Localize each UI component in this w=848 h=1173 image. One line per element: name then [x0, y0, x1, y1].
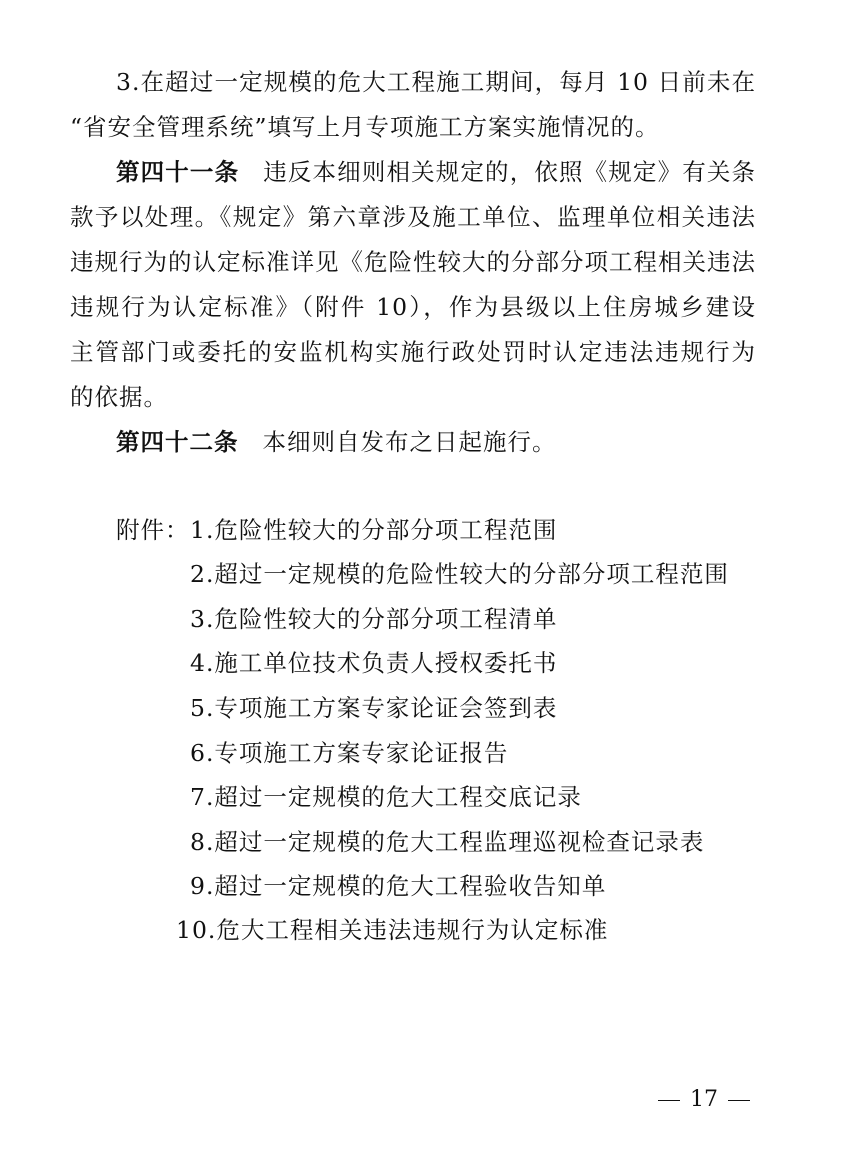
article41-line1: 违反本细则相关规定的，依照《规定》有关条: [263, 158, 757, 186]
attachment-item-3: 3.危险性较大的分部分项工程清单: [190, 605, 558, 633]
article41-line2: 款予以处理。《规定》第六章涉及施工单位、监理单位相关违法: [70, 203, 756, 231]
item3-line2: “省安全管理系统”填写上月专项施工方案实施情况的。: [70, 113, 660, 141]
attachment-item-4: 4.施工单位技术负责人授权委托书: [190, 649, 558, 677]
article41-line5: 主管部门或委托的安监机构实施行政处罚时认定违法违规行为: [70, 338, 756, 366]
article42-text: 本细则自发布之日起施行。: [262, 428, 557, 456]
item3-line1: 3.在超过一定规模的危大工程施工期间，每月 10 日前未在: [116, 68, 756, 96]
attachment-item-1: 1.危险性较大的分部分项工程范围: [190, 516, 558, 544]
attachment-item-8: 8.超过一定规模的危大工程监理巡视检查记录表: [190, 828, 705, 856]
article41-line6: 的依据。: [70, 383, 168, 411]
article42-line: [116, 420, 557, 465]
attachments-label: 附件：: [116, 516, 190, 544]
article42-heading: 第四十二条: [116, 428, 239, 456]
article41-line4: 违规行为认定标准》（附件 10），作为县级以上住房城乡建设: [70, 293, 756, 321]
attachment-item-6: 6.专项施工方案专家论证报告: [190, 739, 509, 767]
attachment-item-5: 5.专项施工方案专家论证会签到表: [190, 694, 558, 722]
attachment-item-10: 10.危大工程相关违法违规行为认定标准: [176, 916, 609, 944]
article41-first-line: [116, 150, 756, 195]
article41-heading: 第四十一条: [116, 158, 240, 186]
attachment-item-9: 9.超过一定规模的危大工程验收告知单: [190, 872, 607, 900]
attachment-item-2: 2.超过一定规模的危险性较大的分部分项工程范围: [190, 560, 729, 588]
page-number-footer: [648, 1082, 760, 1118]
footer-dash-left: [658, 1100, 680, 1101]
footer-dash-right: [728, 1100, 750, 1101]
attachment-item-7: 7.超过一定规模的危大工程交底记录: [190, 783, 582, 811]
page-number: 17: [690, 1087, 718, 1112]
article41-line3: 违规行为的认定标准详见《危险性较大的分部分项工程相关违法: [70, 248, 756, 276]
